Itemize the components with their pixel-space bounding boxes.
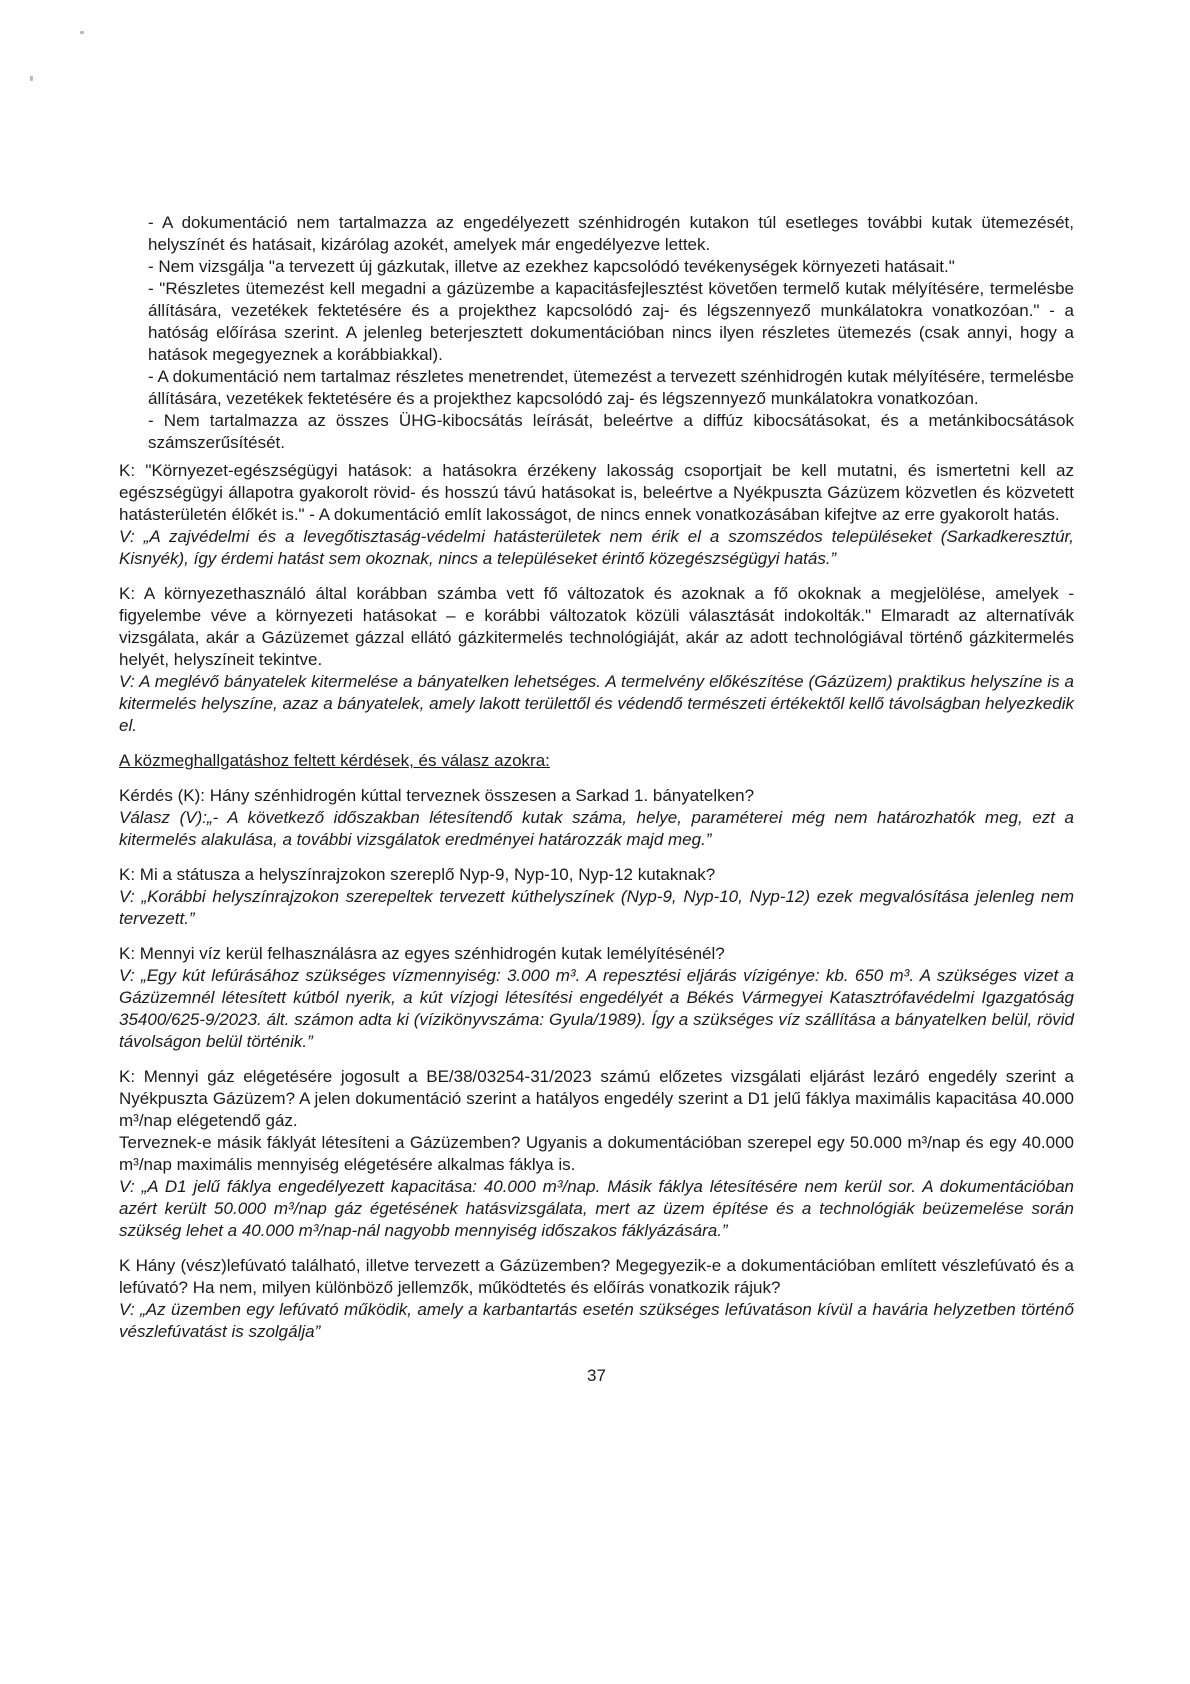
- answer-paragraph: V: A meglévő bányatelek kitermelése a bányatelken lehetséges. A termelvény előkészítése (Gázüzem) praktikus helyszíne is a kitermelés helyszíne, azaz a bányatelek, amely lakott területtől és védendő természeti értékektől kellő távolságban helyezkedik el.: [119, 672, 1074, 735]
- section-heading: A közmeghallgatáshoz feltett kérdések, és válasz azokra:: [119, 751, 550, 770]
- qa-block-well-count: [119, 785, 1074, 851]
- bullet-item: - Nem tartalmazza az összes ÜHG-kibocsátás leírását, beleértve a diffúz kibocsátásokat, és a metánkibocsátások számszerűsítését.: [148, 411, 1074, 452]
- answer-paragraph: V: „Az üzemben egy lefúvató működik, amely a karbantartás esetén szükséges lefúvatáson kívül a havária helyzetben történő vészlefúvatást is szolgálja”: [119, 1300, 1074, 1341]
- qa-block-water-usage: [119, 943, 1074, 1053]
- answer-paragraph: V: „A zajvédelmi és a levegőtisztaság-védelmi hatásterületek nem érik el a szomszédos településeket (Sarkadkeresztúr, Kisnyék), így érdemi hatást sem okoznak, nincs a településeket érintő közegészségügyi hatás.”: [119, 527, 1074, 568]
- answer-paragraph: V: „A D1 jelű fáklya engedélyezett kapacitása: 40.000 m³/nap. Másik fáklya létesítésére nem kerül sor. A dokumentációban azért került 50.000 m³/nap gáz égetésének hatásvizsgálata, mert az üzem építése és a technológiák beüzemelése során szükség lehet a 40.000 m³/nap-nál nagyobb mennyiség időszakos fáklyázására.”: [119, 1177, 1074, 1240]
- question-paragraph: Terveznek-e másik fáklyát létesíteni a Gázüzemben? Ugyanis a dokumentációban szerepel egy 50.000 m³/nap és egy 40.000 m³/nap maximális mennyiség elégetésére alkalmas fáklya is.: [119, 1133, 1074, 1174]
- question-paragraph: K: Mi a státusza a helyszínrajzokon szereplő Nyp-9, Nyp-10, Nyp-12 kutaknak?: [119, 865, 716, 884]
- qa-block-nyp-wells-status: [119, 864, 1074, 930]
- answer-paragraph: V: „Egy kút lefúrásához szükséges vízmennyiség: 3.000 m³. A repesztési eljárás vízigénye: kb. 650 m³. A szükséges vizet a Gázüzemnél létesített kútból nyerik, a kút vízjogi létesítési engedélyét a Békés Vármegyei Katasztrófavédelmi Igazgatóság 35400/625-9/2023. ált. számon adta ki (vízikönyvszáma: Gyula/1989). Így a szükséges víz szállítása a bányatelken belül, rövid távolságon belül történik.”: [119, 966, 1074, 1051]
- bullet-item: - A dokumentáció nem tartalmaz részletes menetrendet, ütemezést a tervezett szénhidrogén kutak mélyítésére, termelésbe állítására, vezetékek fektetésére és a projekthez kapcsolódó zaj- és légszennyező munkálatokra vonatkozóan.: [148, 367, 1075, 408]
- scan-speck: [30, 76, 33, 81]
- question-paragraph: K: Mennyi gáz elégetésére jogosult a BE/38/03254-31/2023 számú előzetes vizsgálati eljárást lezáró engedély szerint a Nyékpuszta Gázüzem? A jelen dokumentáció szerint a hatályos engedély szerint a D1 jelű fáklya maximális kapacitása 40.000 m³/nap elégetendő gáz.: [119, 1067, 1074, 1130]
- bullet-item: - Nem vizsgálja "a tervezett új gázkutak, illetve az ezekhez kapcsolódó tevékenységek környezeti hatásait.": [148, 257, 955, 276]
- page-number: 37: [587, 1366, 606, 1385]
- objections-bullet-list: [119, 212, 1074, 454]
- question-paragraph: K: "Környezet-egészségügyi hatások: a hatásokra érzékeny lakosság csoportjait be kell mutatni, és ismertetni kell az egészségügyi állapotra gyakorolt rövid- és hosszú távú hatásokat is, beleértve a Nyékpuszta Gázüzem közvetlen és közvetett hatásterületén élőkét is." - A dokumentáció említ lakosságot, de nincs ennek vonatkozásában kifejtve az erre gyakorolt hatás.: [119, 461, 1074, 524]
- qa-block-alternatives: [119, 583, 1074, 737]
- qa-block-blowoff-valves: [119, 1255, 1074, 1343]
- qa-block-flare-capacity: [119, 1066, 1074, 1242]
- answer-paragraph: V: „Korábbi helyszínrajzokon szerepeltek tervezett kúthelyszínek (Nyp-9, Nyp-10, Nyp-12) ezek megvalósítása jelenleg nem tervezett.”: [119, 887, 1074, 928]
- answer-paragraph: Válasz (V):„- A következő időszakban létesítendő kutak száma, helye, paraméterei még nem határozhatók meg, ezt a kitermelés alakulása, a további vizsgálatok eredményei határozzák majd meg.”: [119, 808, 1074, 849]
- question-paragraph: K Hány (vész)lefúvató található, illetve tervezett a Gázüzemben? Megegyezik-e a dokumentációban említett vészlefúvató és a lefúvató? Ha nem, milyen különböző jellemzők, működtetés és előírás vonatkozik rájuk?: [119, 1256, 1074, 1297]
- scan-speck: [80, 31, 84, 34]
- bullet-item: - A dokumentáció nem tartalmazza az engedélyezett szénhidrogén kutakon túl esetleges további kutak ütemezését, helyszínét és hatásait, kizárólag azokét, amelyek már engedélyezve lettek.: [148, 213, 1074, 254]
- qa-block-health-impacts: [119, 460, 1074, 570]
- question-paragraph: K: Mennyi víz kerül felhasználásra az egyes szénhidrogén kutak lemélyítésénél?: [119, 944, 725, 963]
- question-paragraph: Kérdés (K): Hány szénhidrogén kúttal terveznek összesen a Sarkad 1. bányatelken?: [119, 786, 755, 805]
- question-paragraph: K: A környezethasználó által korábban számba vett fő változatok és azoknak a fő okoknak a megjelölése, amelyek - figyelembe véve a környezeti hatásokat – e korábbi változatok közüli választását indokolták." Elmaradt az alternatívák vizsgálata, akár a Gázüzemet gázzal ellátó gázkitermelés technológiáját, akár az adott technológiával történő gázkitermelés helyét, helyszíneit tekintve.: [119, 584, 1074, 669]
- bullet-item: - "Részletes ütemezést kell megadni a gázüzembe a kapacitásfejlesztést követően termelő kutak mélyítésére, termelésbe állítására, vezetékek fektetésére és a projekthez kapcsolódó zaj- és légszennyező munkálatokra vonatkozóan." - a hatóság előírása szerint. A jelenleg beterjesztett dokumentációban nincs ilyen részletes ütemezés (csak annyi, hogy a hatások megegyeznek a korábbiakkal).: [148, 279, 1074, 364]
